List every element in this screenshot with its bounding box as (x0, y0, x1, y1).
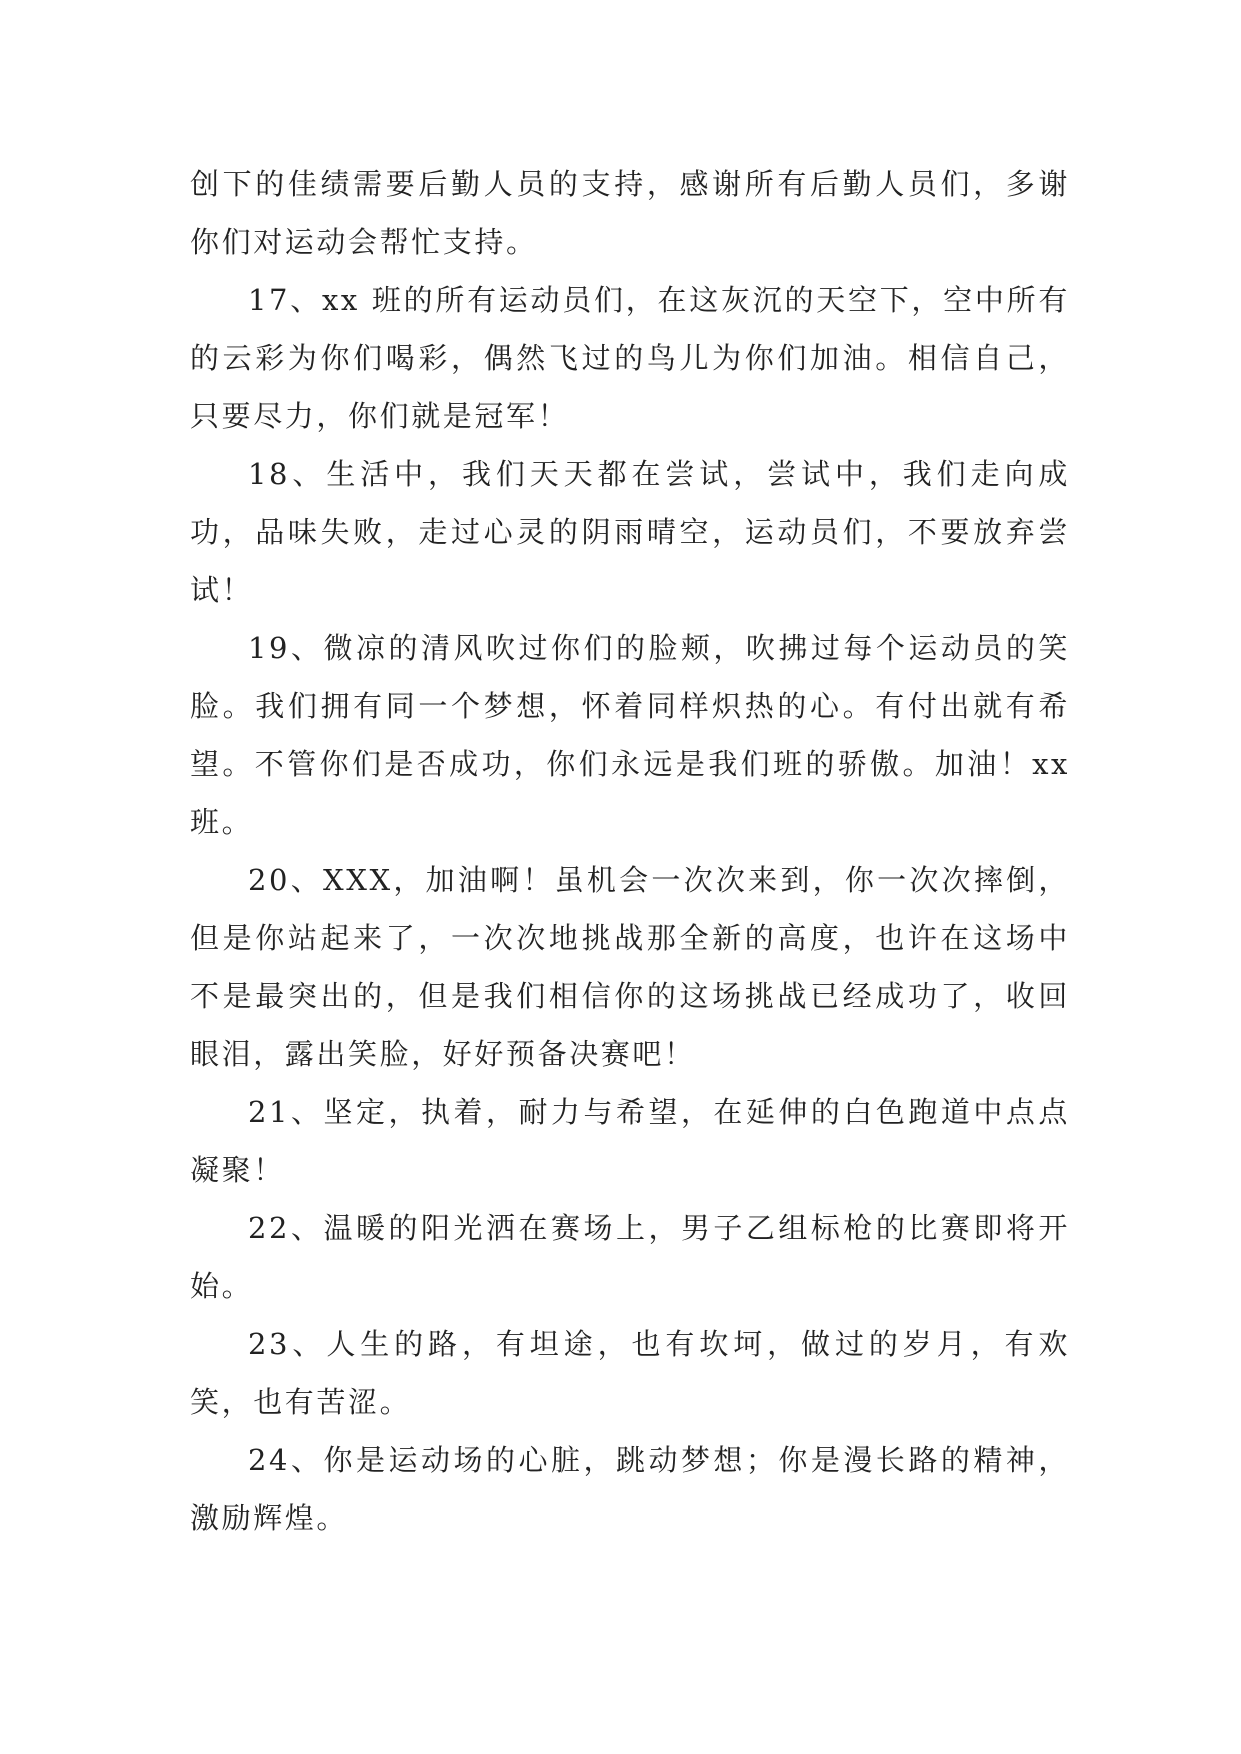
paragraph-continuation: 创下的佳绩需要后勤人员的支持，感谢所有后勤人员们，多谢你们对运动会帮忙支持。 (190, 167, 1070, 259)
paragraph-21: 21、坚定，执着，耐力与希望，在延伸的白色跑道中点点凝聚！ (190, 1095, 1070, 1187)
paragraph-23: 23、人生的路，有坦途，也有坎坷，做过的岁月，有欢笑，也有苦涩。 (190, 1327, 1070, 1419)
paragraph-22: 22、温暖的阳光洒在赛场上，男子乙组标枪的比赛即将开始。 (190, 1211, 1070, 1303)
paragraph-20: 20、XXX，加油啊！虽机会一次次来到，你一次次摔倒，但是你站起来了，一次次地挑战那全新的高度，也许在这场中不是最突出的，但是我们相信你的这场挑战已经成功了，收回眼泪，露出笑脸，好好预备决赛吧！ (190, 863, 1070, 1071)
document-body (190, 155, 1070, 1547)
paragraph-19: 19、微凉的清风吹过你们的脸颊，吹拂过每个运动员的笑脸。我们拥有同一个梦想，怀着同样炽热的心。有付出就有希望。不管你们是否成功，你们永远是我们班的骄傲。加油！xx 班。 (190, 631, 1070, 839)
paragraph-17: 17、xx 班的所有运动员们，在这灰沉的天空下，空中所有的云彩为你们喝彩，偶然飞过的鸟儿为你们加油。相信自己，只要尽力，你们就是冠军！ (190, 283, 1070, 433)
paragraph-18: 18、生活中，我们天天都在尝试，尝试中，我们走向成功，品味失败，走过心灵的阴雨晴空，运动员们，不要放弃尝试！ (190, 457, 1070, 607)
paragraph-24: 24、你是运动场的心脏，跳动梦想；你是漫长路的精神，激励辉煌。 (190, 1443, 1070, 1535)
